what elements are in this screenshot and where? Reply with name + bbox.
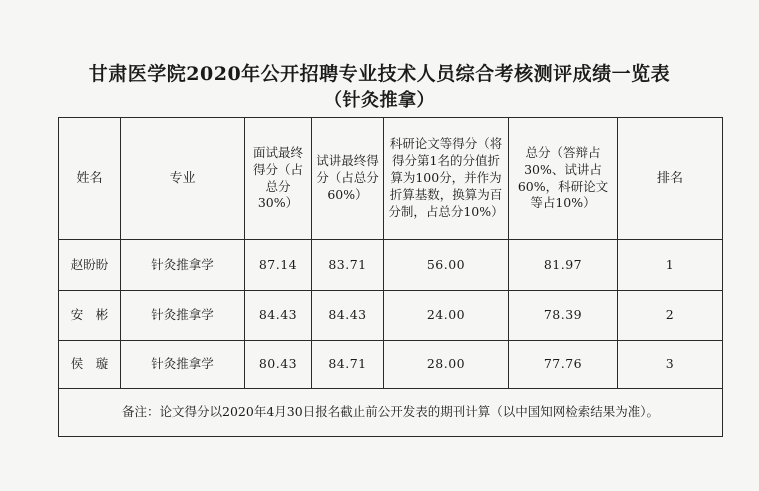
header-major: 专业 (121, 118, 245, 240)
cell-interview: 80.43 (245, 341, 312, 389)
cell-interview: 87.14 (245, 240, 312, 291)
header-row (59, 118, 723, 240)
header-name: 姓名 (59, 118, 121, 240)
scores-table (58, 117, 723, 437)
table-note: 备注：论文得分以2020年4月30日报名截止前公开发表的期刊计算（以中国知网检索结果为准）。 (59, 389, 723, 437)
cell-major: 针灸推拿学 (121, 341, 245, 389)
header-lecture: 试讲最终得分（占总分60%） (312, 118, 384, 240)
cell-lecture: 83.71 (312, 240, 384, 291)
header-research: 科研论文等得分（将得分第1名的分值折算为100分，并作为折算基数，换算为百分制，占总分10%） (384, 118, 509, 240)
table-row (59, 291, 723, 341)
cell-total: 81.97 (509, 240, 618, 291)
cell-total: 77.76 (509, 341, 618, 389)
cell-lecture: 84.43 (312, 291, 384, 341)
cell-rank: 3 (618, 341, 723, 389)
cell-interview: 84.43 (245, 291, 312, 341)
cell-total: 78.39 (509, 291, 618, 341)
table-row (59, 240, 723, 291)
cell-research: 56.00 (384, 240, 509, 291)
header-interview: 面试最终得分（占总分30%） (245, 118, 312, 240)
cell-major: 针灸推拿学 (121, 291, 245, 341)
cell-research: 24.00 (384, 291, 509, 341)
cell-lecture: 84.71 (312, 341, 384, 389)
cell-rank: 2 (618, 291, 723, 341)
header-total: 总分（答辩占30%、试讲占60%，科研论文等占10%） (509, 118, 618, 240)
cell-name: 赵盼盼 (59, 240, 121, 291)
document-subtitle: （针灸推拿） (324, 90, 435, 111)
cell-rank: 1 (618, 240, 723, 291)
cell-research: 28.00 (384, 341, 509, 389)
cell-name: 侯 璇 (59, 341, 121, 389)
note-row (59, 389, 723, 437)
document-title: 甘肃医学院2020年公开招聘专业技术人员综合考核测评成绩一览表 (88, 63, 671, 85)
table-row (59, 341, 723, 389)
header-rank: 排名 (618, 118, 723, 240)
cell-name: 安 彬 (59, 291, 121, 341)
cell-major: 针灸推拿学 (121, 240, 245, 291)
